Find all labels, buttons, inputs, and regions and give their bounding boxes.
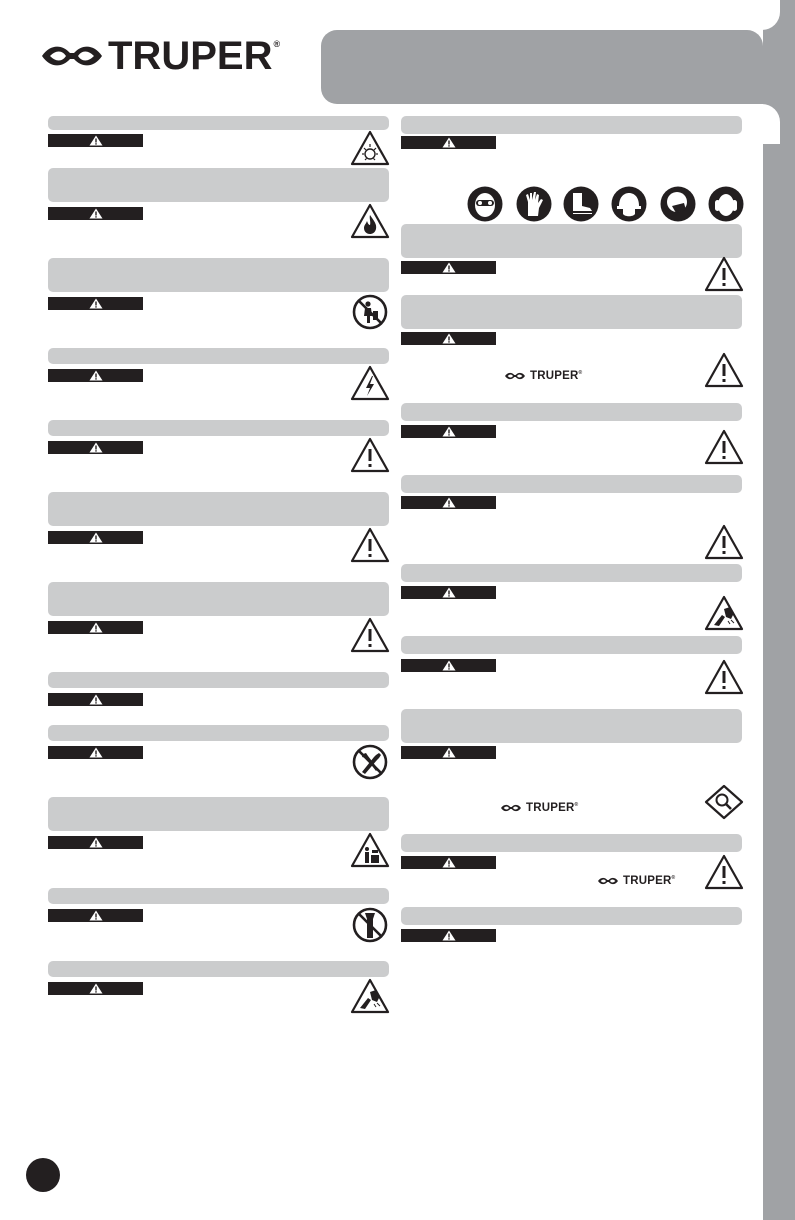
page-side-tab xyxy=(763,0,795,1220)
no-tools-icon xyxy=(350,744,390,780)
warning-triangle-icon xyxy=(89,910,103,921)
hand-crush-icon xyxy=(350,832,390,868)
warning-label xyxy=(401,856,496,869)
section-header-bar xyxy=(48,672,389,688)
brand-logo-small xyxy=(597,875,675,887)
brand-name: TRUPER® xyxy=(108,34,281,78)
section-header-bar xyxy=(48,888,389,904)
boots-icon xyxy=(563,186,599,222)
exclamation-icon xyxy=(704,256,744,292)
warning-triangle-icon xyxy=(442,660,456,671)
hard-hat-icon xyxy=(611,186,647,222)
warning-triangle-icon xyxy=(89,983,103,994)
warning-triangle-icon xyxy=(89,442,103,453)
exclamation-icon xyxy=(704,524,744,560)
warning-label xyxy=(48,297,143,310)
warning-triangle-icon xyxy=(89,532,103,543)
section-header-bar xyxy=(48,725,389,741)
warning-label xyxy=(48,909,143,922)
corner-decoration xyxy=(740,104,780,144)
warning-label xyxy=(48,441,143,454)
section-header-bar xyxy=(48,582,389,616)
section-header-bar xyxy=(401,636,742,654)
warning-label xyxy=(48,134,143,147)
section-header-bar xyxy=(48,961,389,977)
warning-label xyxy=(48,621,143,634)
section-header-bar xyxy=(401,907,742,925)
brand-name-small: TRUPER® xyxy=(526,802,579,814)
no-flashlight-icon xyxy=(350,907,390,943)
hand-cut-icon xyxy=(350,978,390,1014)
warning-label xyxy=(401,929,496,942)
no-children-icon xyxy=(350,294,390,330)
exclamation-icon xyxy=(350,617,390,653)
section-header-bar xyxy=(401,224,742,258)
safety-goggles-icon xyxy=(467,186,503,222)
section-header-bar xyxy=(48,168,389,202)
brand-logo xyxy=(40,34,281,78)
warning-triangle-icon xyxy=(89,135,103,146)
section-header-bar xyxy=(401,116,742,134)
warning-triangle-icon xyxy=(442,497,456,508)
brand-name-small: TRUPER® xyxy=(623,875,676,887)
warning-triangle-icon xyxy=(442,857,456,868)
sun-burst-icon xyxy=(350,130,390,166)
warning-label xyxy=(48,746,143,759)
warning-label xyxy=(401,746,496,759)
warning-triangle-icon xyxy=(442,262,456,273)
warning-triangle-icon xyxy=(442,333,456,344)
section-header-bar xyxy=(401,709,742,743)
section-header-bar xyxy=(48,116,389,130)
electric-shock-icon xyxy=(350,365,390,401)
exclamation-icon xyxy=(704,429,744,465)
section-header-bar xyxy=(48,258,389,292)
section-header-bar xyxy=(401,295,742,329)
warning-triangle-icon xyxy=(89,208,103,219)
ear-protection-icon xyxy=(708,186,744,222)
fire-hazard-icon xyxy=(350,203,390,239)
warning-triangle-icon xyxy=(89,370,103,381)
warning-triangle-icon xyxy=(442,426,456,437)
warning-label xyxy=(401,425,496,438)
warning-triangle-icon xyxy=(442,587,456,598)
warning-triangle-icon xyxy=(89,694,103,705)
section-header-bar xyxy=(48,420,389,436)
exclamation-icon xyxy=(350,437,390,473)
section-header-bar xyxy=(401,475,742,493)
brand-mark-icon xyxy=(500,803,522,813)
warning-triangle-icon xyxy=(442,930,456,941)
header-title-box xyxy=(321,30,763,104)
exclamation-icon xyxy=(704,659,744,695)
warning-label xyxy=(48,531,143,544)
page-number-dot xyxy=(26,1158,60,1192)
warning-label xyxy=(401,136,496,149)
warning-label xyxy=(401,586,496,599)
warning-label xyxy=(401,496,496,509)
section-header-bar xyxy=(401,564,742,582)
exclamation-icon xyxy=(704,854,744,890)
warning-label xyxy=(48,207,143,220)
warning-label xyxy=(401,659,496,672)
warning-triangle-icon xyxy=(89,298,103,309)
hand-cut-icon xyxy=(704,595,744,631)
exclamation-icon xyxy=(350,527,390,563)
warning-label xyxy=(48,693,143,706)
section-header-bar xyxy=(48,348,389,364)
warning-triangle-icon xyxy=(89,622,103,633)
warning-label xyxy=(48,369,143,382)
section-header-bar xyxy=(48,797,389,831)
brand-name-small: TRUPER® xyxy=(530,370,583,382)
section-header-bar xyxy=(401,834,742,852)
warning-triangle-icon xyxy=(442,137,456,148)
brand-mark-icon xyxy=(504,371,526,381)
brand-logo-small xyxy=(500,802,578,814)
gloves-icon xyxy=(516,186,552,222)
brand-logo-small xyxy=(504,370,582,382)
warning-triangle-icon xyxy=(89,747,103,758)
warning-label xyxy=(401,261,496,274)
brand-mark-icon xyxy=(597,876,619,886)
section-header-bar xyxy=(401,403,742,421)
face-mask-icon xyxy=(660,186,696,222)
section-header-bar xyxy=(48,492,389,526)
warning-triangle-icon xyxy=(442,747,456,758)
warning-label xyxy=(48,836,143,849)
warning-label xyxy=(401,332,496,345)
brand-mark-icon xyxy=(40,41,104,71)
magnifier-icon xyxy=(704,784,744,820)
warning-label xyxy=(48,982,143,995)
warning-triangle-icon xyxy=(89,837,103,848)
exclamation-icon xyxy=(704,352,744,388)
